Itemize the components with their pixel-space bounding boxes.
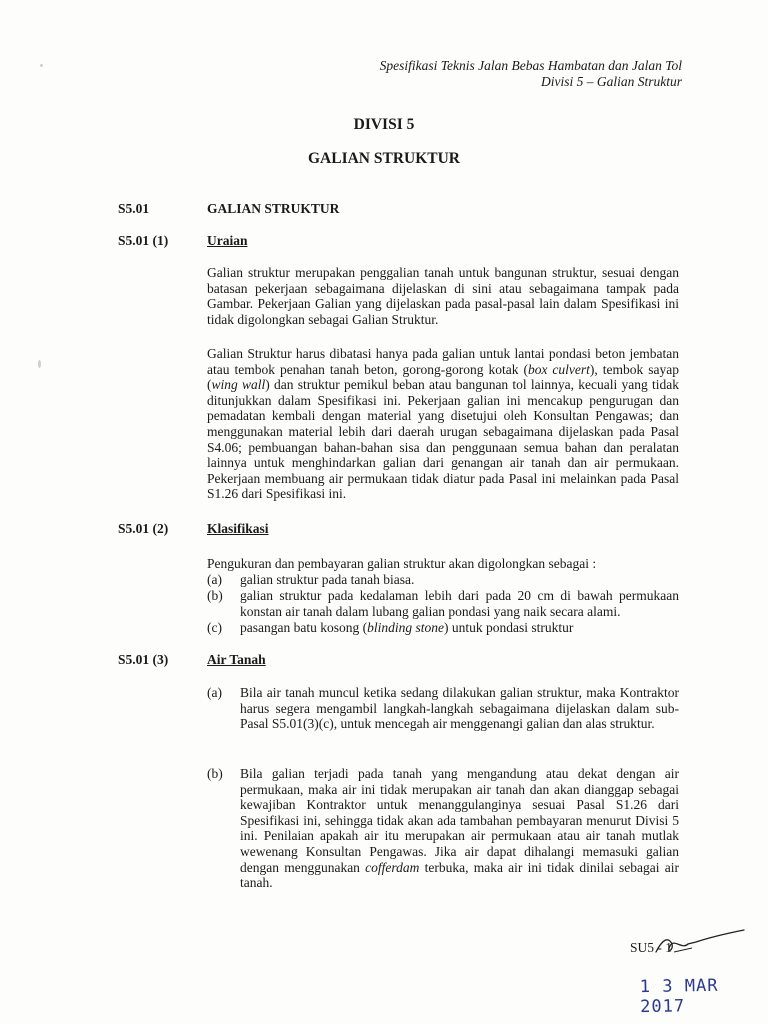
text-run: ) dan struktur pemikul beban atau bangunan tol lainnya, kecuali yang tidak ditunjukkan dalam Spesifikasi ini. Pekerjaan galian ini mencakup pengurugan dan pemadatan kembali dengan material yang disetujui oleh Konsultan Pengawas; dan menggunakan material lebih dari daerah urugan sebagaimana dijelaskan pada Pasal S4.06; pembuangan bahan-bahan sisa dan penggunaan semua bahan dan peralatan lainnya untuk menghindarkan galian dari genangan air tanah dan air permukaan. Pekerjaan membuang air permukaan tidak diatur pada Pasal ini melainkan pada Pasal S1.26 dari Spesifikasi ini.	[207, 377, 679, 502]
paragraph-uraian-2	[207, 346, 679, 502]
list-text: galian struktur pada tanah biasa.	[240, 572, 415, 587]
section-number: S5.01	[118, 201, 150, 216]
text-run: Bila galian terjadi pada tanah yang mengandung atau dekat dengan air permukaan, maka air ini tidak merupakan air tanah dan akan dianggap sebagai kewajiban Kontraktor untuk menanggulanginya sesuai Pasal S1.26 dari Spesifikasi ini, sehingga tidak akan ada tambahan pembayaran menurut Divisi 5 ini. Penilaian apakah air itu merupakan air permukaan atau air tanah mutlak wewenang Konsultan Pengawas. Jika air dapat dihalangi memasuki galian dengan menggunakan	[240, 766, 679, 875]
list-text: galian struktur pada kedalaman lebih dari pada 20 cm di bawah permukaan konstan air tanah dalam lubang galian pondasi yang naik secara alami.	[240, 588, 679, 619]
emphasis-text: wing wall	[211, 377, 266, 393]
list-text: Bila air tanah muncul ketika sedang dilakukan galian struktur, maka Kontraktor harus segera mengambil langkah-langkah sebagaimana dijelaskan dalam sub-Pasal S5.01(3)(c), untuk mencegah air menggenangi galian dan alas struktur.	[240, 685, 679, 732]
header-line-2: Divisi 5 – Galian Struktur	[541, 74, 682, 89]
list-label: (b)	[207, 766, 223, 781]
list-label: (b)	[207, 588, 223, 603]
text-run: pasangan batu kosong (	[240, 620, 368, 635]
list-label: (a)	[207, 572, 222, 587]
signature-icon	[652, 926, 748, 962]
subsection-number: S5.01 (2)	[118, 521, 169, 536]
list-text	[240, 620, 679, 636]
page-code: SU5 - 1	[630, 940, 673, 955]
section-heading: GALIAN STRUKTUR	[207, 201, 340, 216]
emphasis-text: cofferdam	[365, 859, 420, 875]
subsection-number: S5.01 (3)	[118, 652, 169, 667]
scan-speck	[40, 64, 43, 67]
list-label: (a)	[207, 685, 222, 700]
list-text	[240, 766, 679, 891]
emphasis-text: blinding stone	[367, 620, 444, 635]
date-stamp: 1 3 MAR 2017	[639, 975, 719, 1018]
scan-speck	[38, 360, 41, 368]
list-label: (c)	[207, 620, 222, 635]
klasifikasi-intro: Pengukuran dan pembayaran galian struktur akan digolongkan sebagai :	[207, 556, 597, 571]
subsection-heading-klasifikasi: Klasifikasi	[207, 521, 269, 536]
division-title: DIVISI 5	[353, 116, 415, 133]
division-name: GALIAN STRUKTUR	[307, 150, 460, 167]
text-run: ) untuk pondasi struktur	[443, 620, 574, 635]
text-run: Galian Struktur harus dibatasi hanya pada galian untuk lantai pondasi beton jembatan atau tembok penahan tanah beton, gorong-gorong kotak (	[207, 346, 679, 377]
subsection-heading-air-tanah: Air Tanah	[207, 652, 266, 667]
text-run: ), tembok sayap (	[207, 361, 679, 393]
paragraph-uraian-1: Galian struktur merupakan penggalian tanah untuk bangunan struktur, sesuai dengan batasan pekerjaan sebagaimana dijelaskan di sini atau sebagaimana tampak pada Gambar. Pekerjaan Galian yang dijelaskan pada pasal-pasal lain dalam Spesifikasi ini tidak digolongkan sebagai Galian Struktur.	[207, 265, 679, 327]
subsection-number: S5.01 (1)	[118, 233, 169, 248]
subsection-heading-uraian: Uraian	[207, 233, 248, 248]
emphasis-text: box culvert	[527, 361, 590, 377]
header-line-1: Spesifikasi Teknis Jalan Bebas Hambatan dan Jalan Tol	[379, 58, 682, 73]
text-run: terbuka, maka air ini tidak dinilai sebagai air tanah.	[240, 859, 679, 891]
running-header	[380, 58, 682, 90]
